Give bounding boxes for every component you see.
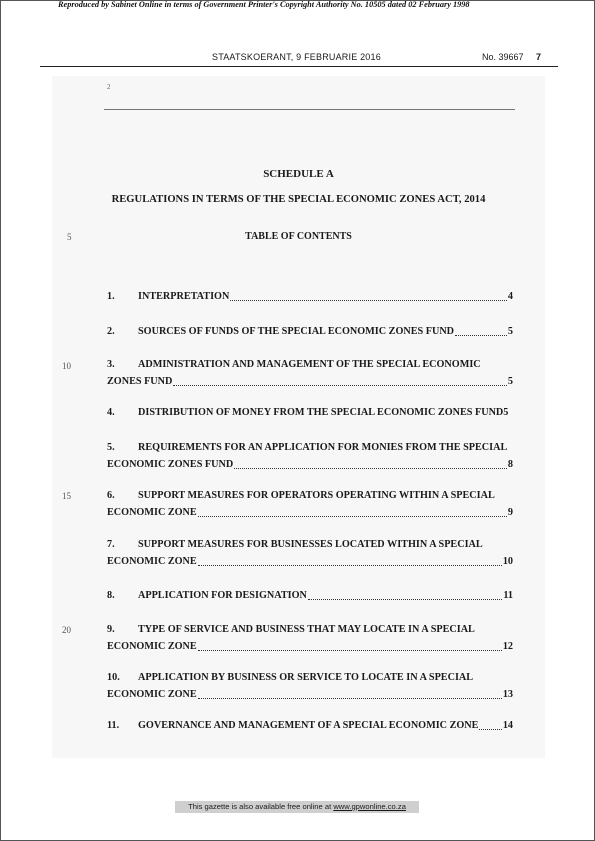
toc-entry — [107, 287, 513, 304]
toc-entry — [107, 670, 513, 702]
regulations-title: REGULATIONS IN TERMS OF THE SPECIAL ECONOMIC ZONES ACT, 2014 — [111, 194, 486, 205]
toc-entry — [107, 488, 513, 520]
toc-leader — [479, 716, 501, 730]
toc-entry-page: 5 — [503, 407, 509, 418]
toc-leader — [198, 637, 502, 651]
toc-entry-number: 4. — [107, 407, 115, 418]
toc-entry-text: TYPE OF SERVICE AND BUSINESS THAT MAY LOCATE IN A SPECIAL — [138, 624, 475, 635]
toc-entry — [107, 322, 513, 339]
toc-entry — [107, 440, 513, 472]
toc-entry — [107, 405, 513, 420]
original-page-number: 2 — [107, 83, 111, 91]
toc-entry-page: 8 — [507, 459, 513, 470]
toc-entry-text: REQUIREMENTS FOR AN APPLICATION FOR MONIES FROM THE SPECIAL — [138, 442, 508, 453]
toc-entry-page: 9 — [507, 507, 513, 518]
toc-entry-page: 14 — [502, 720, 513, 731]
toc-entry-text: INTERPRETATION — [138, 291, 230, 302]
toc-entry — [107, 622, 513, 654]
footer-text: This gazette is also available free online at — [188, 802, 332, 811]
toc-entry-text-cont: ECONOMIC ZONE — [107, 507, 197, 518]
toc-entry-number: 6. — [107, 490, 115, 501]
reproduction-notice: Reproduced by Sabinet Online in terms of Government Printer's Copyright Authority No. 10505 dated 02 February 1998 — [58, 0, 470, 9]
toc-leader — [230, 287, 507, 301]
toc-entry-text-cont: ECONOMIC ZONE — [107, 556, 197, 567]
original-page-divider — [104, 109, 515, 110]
schedule-title: SCHEDULE A — [263, 168, 334, 180]
toc-entry-page: 11 — [503, 590, 513, 601]
toc-leader — [198, 503, 507, 517]
toc-entry — [107, 716, 513, 733]
toc-entry-text-cont: ECONOMIC ZONE — [107, 689, 197, 700]
gazette-number: No. 39667 — [482, 52, 524, 62]
gazette-page-number: 7 — [536, 52, 542, 62]
toc-entry-text: SUPPORT MEASURES FOR BUSINESSES LOCATED WITHIN A SPECIAL — [138, 539, 483, 550]
toc-entry-text: APPLICATION BY BUSINESS OR SERVICE TO LOCATE IN A SPECIAL — [138, 672, 474, 683]
toc-entry-number: 2. — [107, 326, 115, 337]
toc-leader — [198, 552, 502, 566]
toc-entry-page: 12 — [502, 641, 513, 652]
toc-leader — [173, 372, 507, 386]
toc-entry-page: 5 — [507, 376, 513, 387]
toc-entry-text: APPLICATION FOR DESIGNATION — [138, 590, 307, 601]
toc-entry-number: 8. — [107, 590, 115, 601]
toc-entry-number: 5. — [107, 442, 115, 453]
toc-entry-number: 7. — [107, 539, 115, 550]
toc-entry-text: SOURCES OF FUNDS OF THE SPECIAL ECONOMIC ZONES FUND — [138, 326, 455, 337]
toc-entry-text: SUPPORT MEASURES FOR OPERATORS OPERATING WITHIN A SPECIAL — [138, 490, 495, 501]
line-number: 15 — [62, 491, 71, 501]
toc-entry-number: 11. — [107, 720, 120, 731]
toc-leader — [234, 455, 507, 469]
toc-entry-text-cont: ZONES FUND — [107, 376, 173, 387]
toc-entry — [107, 586, 513, 603]
toc-entry-page: 13 — [502, 689, 513, 700]
toc-leader — [455, 322, 507, 336]
toc-entry-number: 1. — [107, 291, 115, 302]
header-divider — [40, 66, 558, 67]
toc-entry-text: DISTRIBUTION OF MONEY FROM THE SPECIAL ECONOMIC ZONES FUND — [138, 407, 504, 418]
toc-entry-text-cont: ECONOMIC ZONES FUND — [107, 459, 234, 470]
toc-entry-page: 10 — [502, 556, 513, 567]
line-number: 5 — [67, 232, 72, 242]
toc-entry-page: 4 — [507, 291, 513, 302]
toc-entry-text-cont: ECONOMIC ZONE — [107, 641, 197, 652]
toc-entry-text: ADMINISTRATION AND MANAGEMENT OF THE SPECIAL ECONOMIC — [138, 359, 481, 370]
toc-entry — [107, 357, 513, 389]
toc-entry-number: 3. — [107, 359, 115, 370]
toc-entry — [107, 537, 513, 569]
gazette-header-title: STAATSKOERANT, 9 FEBRUARIE 2016 — [212, 52, 381, 62]
line-number: 20 — [62, 625, 71, 635]
toc-entry-page: 5 — [507, 326, 513, 337]
toc-leader — [198, 685, 502, 699]
toc-leader — [308, 586, 503, 600]
toc-title: TABLE OF CONTENTS — [245, 231, 352, 242]
toc-entry-text: GOVERNANCE AND MANAGEMENT OF A SPECIAL ECONOMIC ZONE — [138, 720, 479, 731]
line-number: 10 — [62, 361, 71, 371]
gpwonline-link[interactable]: www.gpwonline.co.za — [333, 802, 406, 811]
toc-entry-number: 10. — [107, 672, 120, 683]
footer-notice — [175, 801, 419, 813]
toc-entry-number: 9. — [107, 624, 115, 635]
